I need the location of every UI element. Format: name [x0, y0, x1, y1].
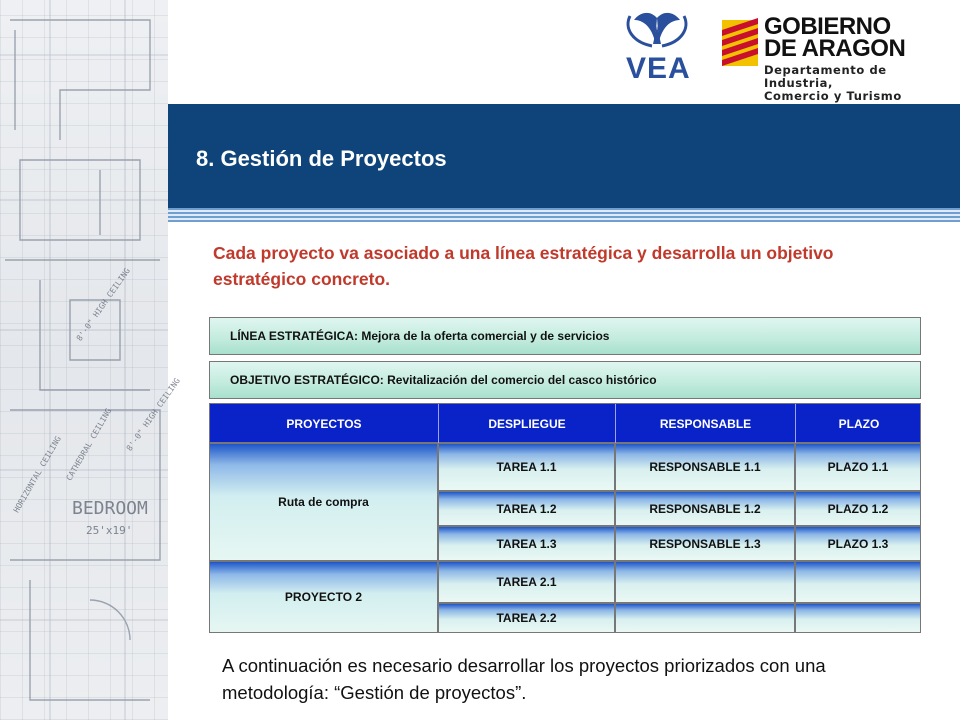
task-cell: TAREA 2.2 [438, 603, 615, 633]
outro-text: A continuación es necesario desarrollar los proyectos priorizados con una metodología: “Gestión de proyectos”. [222, 655, 826, 703]
title-band-stripes [168, 208, 960, 222]
objetivo-estrategico-text: OBJETIVO ESTRATÉGICO: Revitalización del comercio del casco histórico [230, 373, 657, 387]
linea-estrategica-row [209, 317, 921, 355]
gobierno-title-line2: DE ARAGON [764, 35, 906, 62]
blueprint-label: HORIZONTAL CEILING [11, 434, 63, 515]
column-header-plazo: PLAZO [838, 417, 880, 431]
blueprint-label: 25'x19' [86, 524, 133, 537]
department-line2: Comercio y Turismo [764, 89, 902, 103]
blueprint-background [0, 0, 182, 720]
department-line1: Departamento de Industria, [764, 63, 887, 90]
plazo-cell [795, 603, 921, 633]
blueprint-label: 8'-0" HIGH CEILING [74, 266, 132, 343]
column-header-despliegue: DESPLIEGUE [439, 404, 616, 444]
blueprint-label: 8'-0" HIGH CEILING [124, 376, 182, 453]
title-band [168, 104, 960, 208]
aragon-flag-icon [722, 20, 758, 66]
column-header-responsable: RESPONSABLE [616, 404, 796, 444]
responsable-cell: RESPONSABLE 1.3 [615, 526, 795, 561]
plazo-cell: PLAZO 1.1 [795, 443, 921, 491]
gobierno-title-line1: GOBIERNO [764, 13, 891, 40]
gobierno-department [764, 64, 952, 103]
intro-text: Cada proyecto va asociado a una línea estratégica y desarrolla un objetivo estratégico concreto. [213, 243, 834, 289]
page-title: 8. Gestión de Proyectos [196, 146, 447, 171]
blueprint-drawing [0, 0, 168, 720]
project-cell: Ruta de compra [209, 443, 438, 561]
vea-logo-text: VEA [626, 52, 691, 85]
responsable-cell: RESPONSABLE 1.2 [615, 491, 795, 526]
plazo-cell: PLAZO 1.2 [795, 491, 921, 526]
blueprint-label: CATHEDRAL CEILING [64, 406, 114, 483]
responsable-cell [615, 603, 795, 633]
column-header-proyectos: PROYECTOS [210, 404, 439, 444]
gobierno-title [764, 13, 906, 62]
task-cell: TAREA 1.1 [438, 443, 615, 491]
objetivo-estrategico-row [209, 361, 921, 399]
blueprint-label: BEDROOM [72, 498, 148, 519]
linea-estrategica-text: LÍNEA ESTRATÉGICA: Mejora de la oferta comercial y de servicios [230, 329, 610, 343]
project-cell: PROYECTO 2 [209, 561, 438, 633]
plazo-cell: PLAZO 1.3 [795, 526, 921, 561]
responsable-cell: RESPONSABLE 1.1 [615, 443, 795, 491]
vea-logo [622, 8, 692, 88]
task-cell: TAREA 1.3 [438, 526, 615, 561]
table-header-row [209, 403, 921, 443]
responsable-cell [615, 561, 795, 603]
task-cell: TAREA 2.1 [438, 561, 615, 603]
plazo-cell [795, 561, 921, 603]
gobierno-aragon-logo [722, 13, 952, 103]
task-cell: TAREA 1.2 [438, 491, 615, 526]
